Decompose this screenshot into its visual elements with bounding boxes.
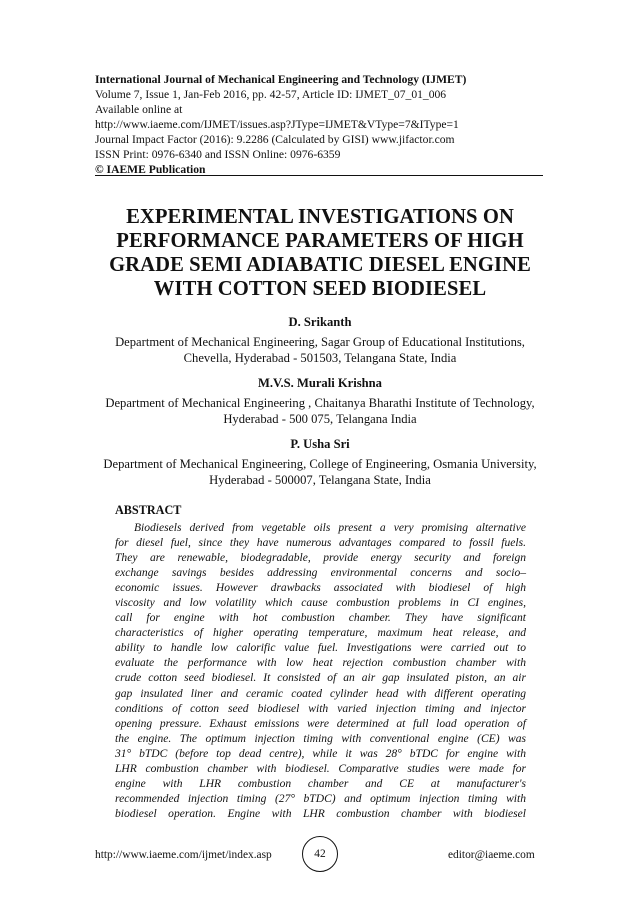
affiliation-line: Department of Mechanical Engineering, College of Engineering, Osmania University, bbox=[103, 457, 537, 471]
header-divider bbox=[95, 175, 543, 176]
abstract-line: exchange savings besides addressing environmental concerns and socio– bbox=[115, 567, 526, 580]
footer-url[interactable]: http://www.iaeme.com/ijmet/index.asp bbox=[95, 849, 272, 861]
author-name: M.V.S. Murali Krishna bbox=[258, 376, 382, 390]
abstract-line: evaluate the performance with low heat rejection combustion chamber with bbox=[115, 657, 526, 670]
page-number: 42 bbox=[302, 836, 338, 872]
author-block bbox=[95, 314, 545, 366]
abstract-body bbox=[115, 521, 526, 822]
affiliation-line: Department of Mechanical Engineering, Sagar Group of Educational Institutions, bbox=[115, 335, 525, 349]
footer-email[interactable]: editor@iaeme.com bbox=[448, 849, 535, 861]
abstract-line: characteristics of higher operating temperature, maximum heat release, and bbox=[115, 627, 526, 640]
affiliation-line: Chevella, Hyderabad - 501503, Telangana State, India bbox=[183, 351, 457, 365]
abstract-line: gap insulated liner and ceramic coated cylinder head with different operating bbox=[115, 687, 526, 700]
paper-title-line: GRADE SEMI ADIABATIC DIESEL ENGINE bbox=[109, 254, 531, 276]
abstract-line: Biodiesels derived from vegetable oils present a very promising alternative bbox=[134, 522, 526, 534]
abstract-line: opening pressure. Exhaust emissions were determined at full load operation of bbox=[115, 717, 526, 730]
abstract-line: crude cotton seed biodiesel. It consisted of an air gap insulated piston, an air bbox=[115, 672, 526, 685]
journal-issn: ISSN Print: 0976-6340 and ISSN Online: 0976-6359 bbox=[95, 148, 341, 161]
abstract-line: recommended injection timing (27° bTDC) and optimum injection timing with bbox=[115, 792, 526, 805]
affiliation-line: Department of Mechanical Engineering , Chaitanya Bharathi Institute of Technology, bbox=[105, 396, 535, 410]
author-name: D. Srikanth bbox=[288, 315, 352, 329]
abstract-line: LHR combustion chamber with biodiesel. Comparative studies were made for bbox=[115, 762, 526, 775]
abstract-line: 31° bTDC (before top dead centre), while it was 28° bTDC for engine with bbox=[115, 747, 526, 760]
abstract-line: the engine. The optimum injection timing with conventional engine (CE) was bbox=[115, 732, 526, 745]
abstract-line: for diesel fuel, since they have numerous advantages compared to fossil fuels. bbox=[115, 537, 526, 550]
abstract-line: call for engine with hot combustion chamber. They have significant bbox=[115, 612, 526, 625]
abstract-line: viscosity and low volatility which cause combustion problems in CI engines, bbox=[115, 597, 526, 610]
author-affiliation bbox=[95, 334, 545, 366]
author-block bbox=[95, 436, 545, 488]
abstract-line: engine with LHR combustion chamber and CE at manufacturer's bbox=[115, 777, 526, 790]
paper-title-line: EXPERIMENTAL INVESTIGATIONS ON bbox=[126, 206, 514, 228]
affiliation-line: Hyderabad - 500 075, Telangana India bbox=[223, 412, 417, 426]
abstract-line: conditions of cotton seed biodiesel with varied injection timing and injector bbox=[115, 702, 526, 715]
author-affiliation bbox=[95, 395, 545, 427]
abstract-line: They are renewable, biodegradable, provide energy security and foreign bbox=[115, 552, 526, 565]
abstract-line: ability to handle low calorific value fuel. Investigations were carried out to bbox=[115, 642, 526, 655]
journal-volume: Volume 7, Issue 1, Jan-Feb 2016, pp. 42-57, Article ID: IJMET_07_01_006 bbox=[95, 88, 447, 101]
abstract-line: biodiesel operation. Engine with LHR combustion chamber with biodiesel bbox=[115, 807, 526, 820]
journal-impact: Journal Impact Factor (2016): 9.2286 (Calculated by GISI) www.jifactor.com bbox=[95, 133, 455, 146]
abstract-heading: ABSTRACT bbox=[115, 503, 182, 517]
paper-title-line: PERFORMANCE PARAMETERS OF HIGH bbox=[116, 230, 524, 252]
journal-title: International Journal of Mechanical Engineering and Technology (IJMET) bbox=[95, 73, 467, 86]
author-name: P. Usha Sri bbox=[290, 437, 350, 451]
abstract-line: economic issues. However drawbacks associated with biodiesel of high bbox=[115, 582, 526, 595]
journal-header bbox=[95, 72, 545, 177]
paper-title-line: WITH COTTON SEED BIODIESEL bbox=[153, 278, 487, 300]
author-block bbox=[95, 375, 545, 427]
journal-url[interactable]: http://www.iaeme.com/IJMET/issues.asp?JType=IJMET&VType=7&IType=1 bbox=[95, 118, 459, 131]
paper-title bbox=[95, 205, 545, 301]
journal-publisher: © IAEME Publication bbox=[95, 163, 206, 176]
journal-available: Available online at bbox=[95, 103, 183, 116]
author-affiliation bbox=[95, 456, 545, 488]
affiliation-line: Hyderabad - 500007, Telangana State, India bbox=[209, 473, 431, 487]
